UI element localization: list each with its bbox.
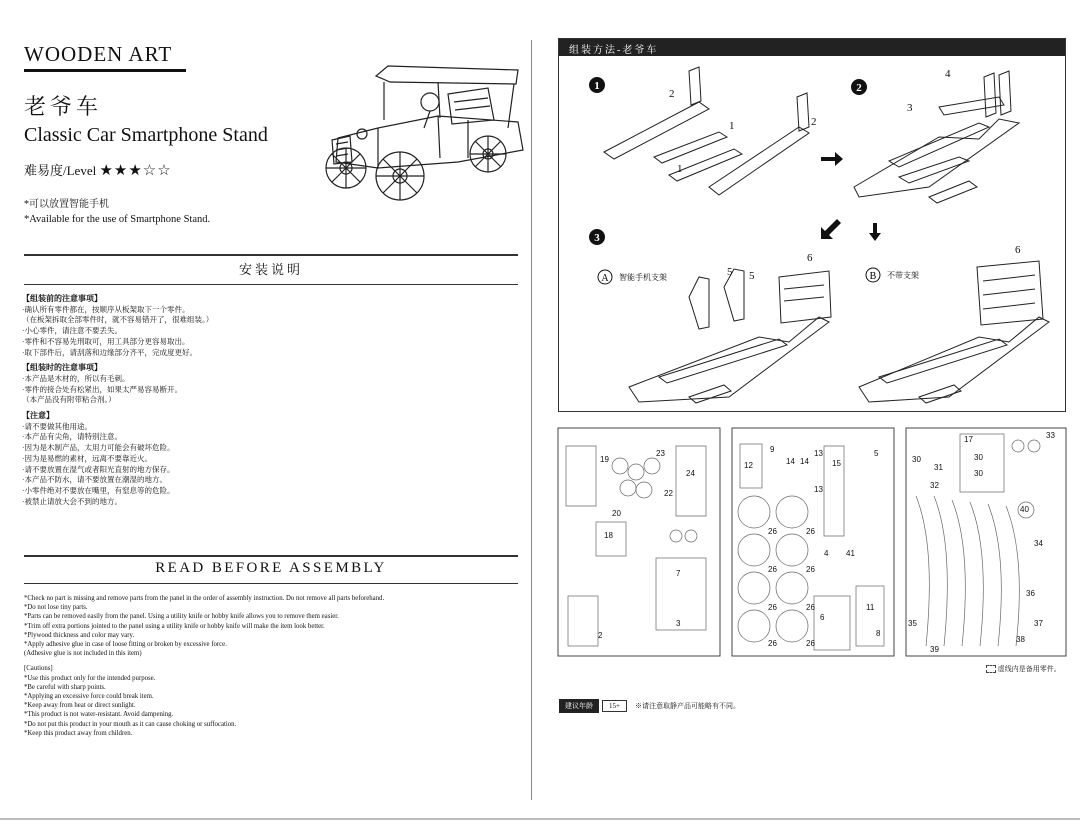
step-number: 3 [594,232,600,244]
part-number: 26 [806,527,815,536]
note-line: ·因为是易燃的素材，远离不要靠近火。 [22,453,152,463]
product-variation-note: ※请注意取静产品可能略有不同。 [634,702,740,710]
note-line: *Be careful with sharp points. [24,683,106,691]
part-number: 34 [1034,539,1043,548]
feature-bullet-en: *Available for the use of Smartphone Stand. [24,214,211,225]
step-3-badge [589,229,605,245]
part-number: 33 [1046,431,1055,440]
assembly-diagram [559,57,1065,411]
brand-underline [24,69,186,72]
part-number: 17 [964,435,973,444]
step-number: 1 [594,80,600,92]
part-label: 5 [749,270,755,282]
read-rule-top [24,555,518,557]
part-number: 26 [768,527,777,536]
note-line: *Do not put this product in your mouth as it can cause choking or suffocation. [24,720,237,728]
part-number: 18 [604,531,613,540]
parts-panel-1 [558,428,720,656]
section-title: 【注意】 [22,411,54,421]
part-number: 26 [768,603,777,612]
read-before-assembly-heading: READ BEFORE ASSEMBLY [155,560,387,576]
part-number: 35 [908,619,917,628]
spare-parts-legend [986,664,1061,674]
part-label: 1 [677,163,683,175]
note-line: *Keep this product away from children. [24,729,133,737]
recommended-age [559,699,740,713]
legend-text: 虚线内是备用零件。 [997,665,1061,673]
part-label: 2 [811,116,817,128]
note-line: *Trim off extra portions jointed to the panel using a utility knife or hobby knife will make the item look better. [24,622,325,630]
arrow-down-left-icon [821,219,841,239]
note-line: ·因为是木制产品，太用力可能会有破坏危险。 [22,443,175,453]
section-rule-bottom [24,284,518,285]
difficulty-level [24,160,172,180]
part-number: 3 [676,619,681,628]
part-number: 6 [820,613,825,622]
note-line: ·小零件绝对不要放在嘴里，有窒息等的危险。 [22,485,175,495]
part-number: 12 [744,461,753,470]
section-title: 【组装前的注意事项】 [22,294,102,303]
note-line: *Applying an excessive force could break item. [24,693,154,701]
bottom-edge [0,818,1080,820]
assembly-heading: 组装方法-老爷车 [569,45,659,56]
note-line: ·小心零件，请注意不要丢失。 [22,326,122,336]
part-number: 15 [832,459,841,468]
part-label: 6 [807,252,813,264]
part-number: 37 [1034,619,1043,628]
product-title-cn: 老爷车 [24,94,103,119]
part-number: 14 [800,457,809,466]
part-number: 19 [600,455,609,464]
classic-car-illustration [318,58,528,208]
part-number: 26 [806,639,815,648]
part-number: 13 [814,485,823,494]
option-a-label: 智能手机支架 [619,273,667,282]
age-label: 建议年龄 [559,699,599,713]
part-number: 4 [824,549,829,558]
note-line: （本产品没有附带粘合剂。） [22,395,116,405]
part-label: 1 [729,120,735,132]
part-number: 23 [656,449,665,458]
instructions-cn-body [22,294,502,507]
note-line: *This product is not water-resistant. Avoid dampening. [24,711,174,719]
part-number: 26 [806,565,815,574]
part-number: 5 [874,449,879,458]
note-line: ·确认所有零件都在，按顺序从板架取下一个零件。 [22,304,190,314]
note-line: ·本产品不防水，请不要放置在潮湿的地方。 [22,475,167,485]
note-line: ·零件和不容易先刑取可，用工具部分更容易取出。 [22,336,190,346]
part-number: 30 [974,469,983,478]
part-number: 22 [664,489,673,498]
note-line: （在板架拆取全部零件时，就不容易错开了，很难组装。） [22,315,214,325]
part-number: 26 [768,639,777,648]
part-number: 26 [806,603,815,612]
option-b-letter: B [869,271,877,282]
note-line: *Parts can be removed easily from the panel. Using a utility knife or hobby knife allows you to remove them easier. [24,613,339,621]
part-number: 38 [1016,635,1025,644]
note-line: *Plywood thickness and color may vary. [24,631,135,639]
part-number: 41 [846,549,855,558]
instructions-en-body [24,594,524,738]
note-line: ·本产品是木材的，所以有毛刺。 [22,373,130,383]
arrow-right-icon [821,152,843,166]
arrow-down-icon [869,223,881,241]
note-line: ·请不要做其他用途。 [22,421,92,431]
note-line: [Cautions] [24,665,53,673]
part-label: 4 [945,68,951,80]
part-label: 2 [669,88,675,100]
part-number: 20 [612,509,621,518]
option-b-label: 不带支架 [887,271,919,280]
part-number: 9 [770,445,775,454]
part-number: 36 [1026,589,1035,598]
product-title-en: Classic Car Smartphone Stand [24,124,268,146]
part-number: 8 [876,629,881,638]
step-2-badge [851,79,867,95]
read-rule-bottom [24,583,518,584]
part-number: 30 [912,455,921,464]
page-divider [531,40,532,800]
note-line: ·本产品有尖角，请特别注意。 [22,432,122,442]
section-title: 【组装时的注意事项】 [22,363,102,373]
section-rule-top [24,254,518,256]
brand-name: WOODEN ART [24,42,173,66]
part-number: 26 [768,565,777,574]
instructions-heading-cn: 安装说明 [238,262,303,277]
note-line: ·零件的接合处有松紧出，如果太严易容易断开。 [22,384,182,394]
part-number: 30 [974,453,983,462]
part-number: 40 [1020,505,1029,514]
note-line: ·请不要放置在湿气或者阳光直射的地方保存。 [22,464,175,474]
note-line: (Adhesive glue is not included in this item) [24,650,142,658]
note-line: *Do not lose tiny parts. [24,604,88,612]
note-line: *Apply adhesive glue in case of loose fitting or broken by excessive force. [24,641,227,649]
part-number: 14 [786,457,795,466]
part-number: 7 [676,569,681,578]
part-number: 32 [930,481,939,490]
step-number: 2 [856,82,862,94]
parts-sheets [556,426,1068,666]
parts-panel-2 [732,428,894,656]
part-number: 11 [866,603,875,612]
option-a-letter: A [601,273,609,284]
part-label: 5 [727,266,733,278]
step-1-badge [589,77,605,93]
note-line: ·被禁止请放大会不到的地方。 [22,496,122,506]
part-number: 31 [934,463,943,472]
part-number: 24 [686,469,695,478]
note-line: *Keep away from heat or direct sunlight. [24,702,136,710]
dashed-box-icon [986,665,996,673]
age-value: 15+ [602,700,627,712]
note-line: *Check no part is missing and remove parts from the panel in the order of assembly instruction. Do not remove all parts beforehand. [24,595,385,602]
note-line: *Use this product only for the intended purpose. [24,674,156,682]
part-label: 6 [1015,244,1021,256]
feature-bullet-cn: *可以放置智能手机 [24,199,109,210]
part-number: 39 [930,645,939,654]
level-stars: ★★★☆☆ [99,163,172,179]
level-label: 难易度/Level [24,163,97,178]
note-line: ·取下部件后，请刮落和边缘部分齐平，完成度更好。 [22,347,197,357]
part-label: 3 [907,102,913,114]
part-number: 2 [598,631,603,640]
part-number: 13 [814,449,823,458]
assembly-heading-bar [559,39,1065,56]
